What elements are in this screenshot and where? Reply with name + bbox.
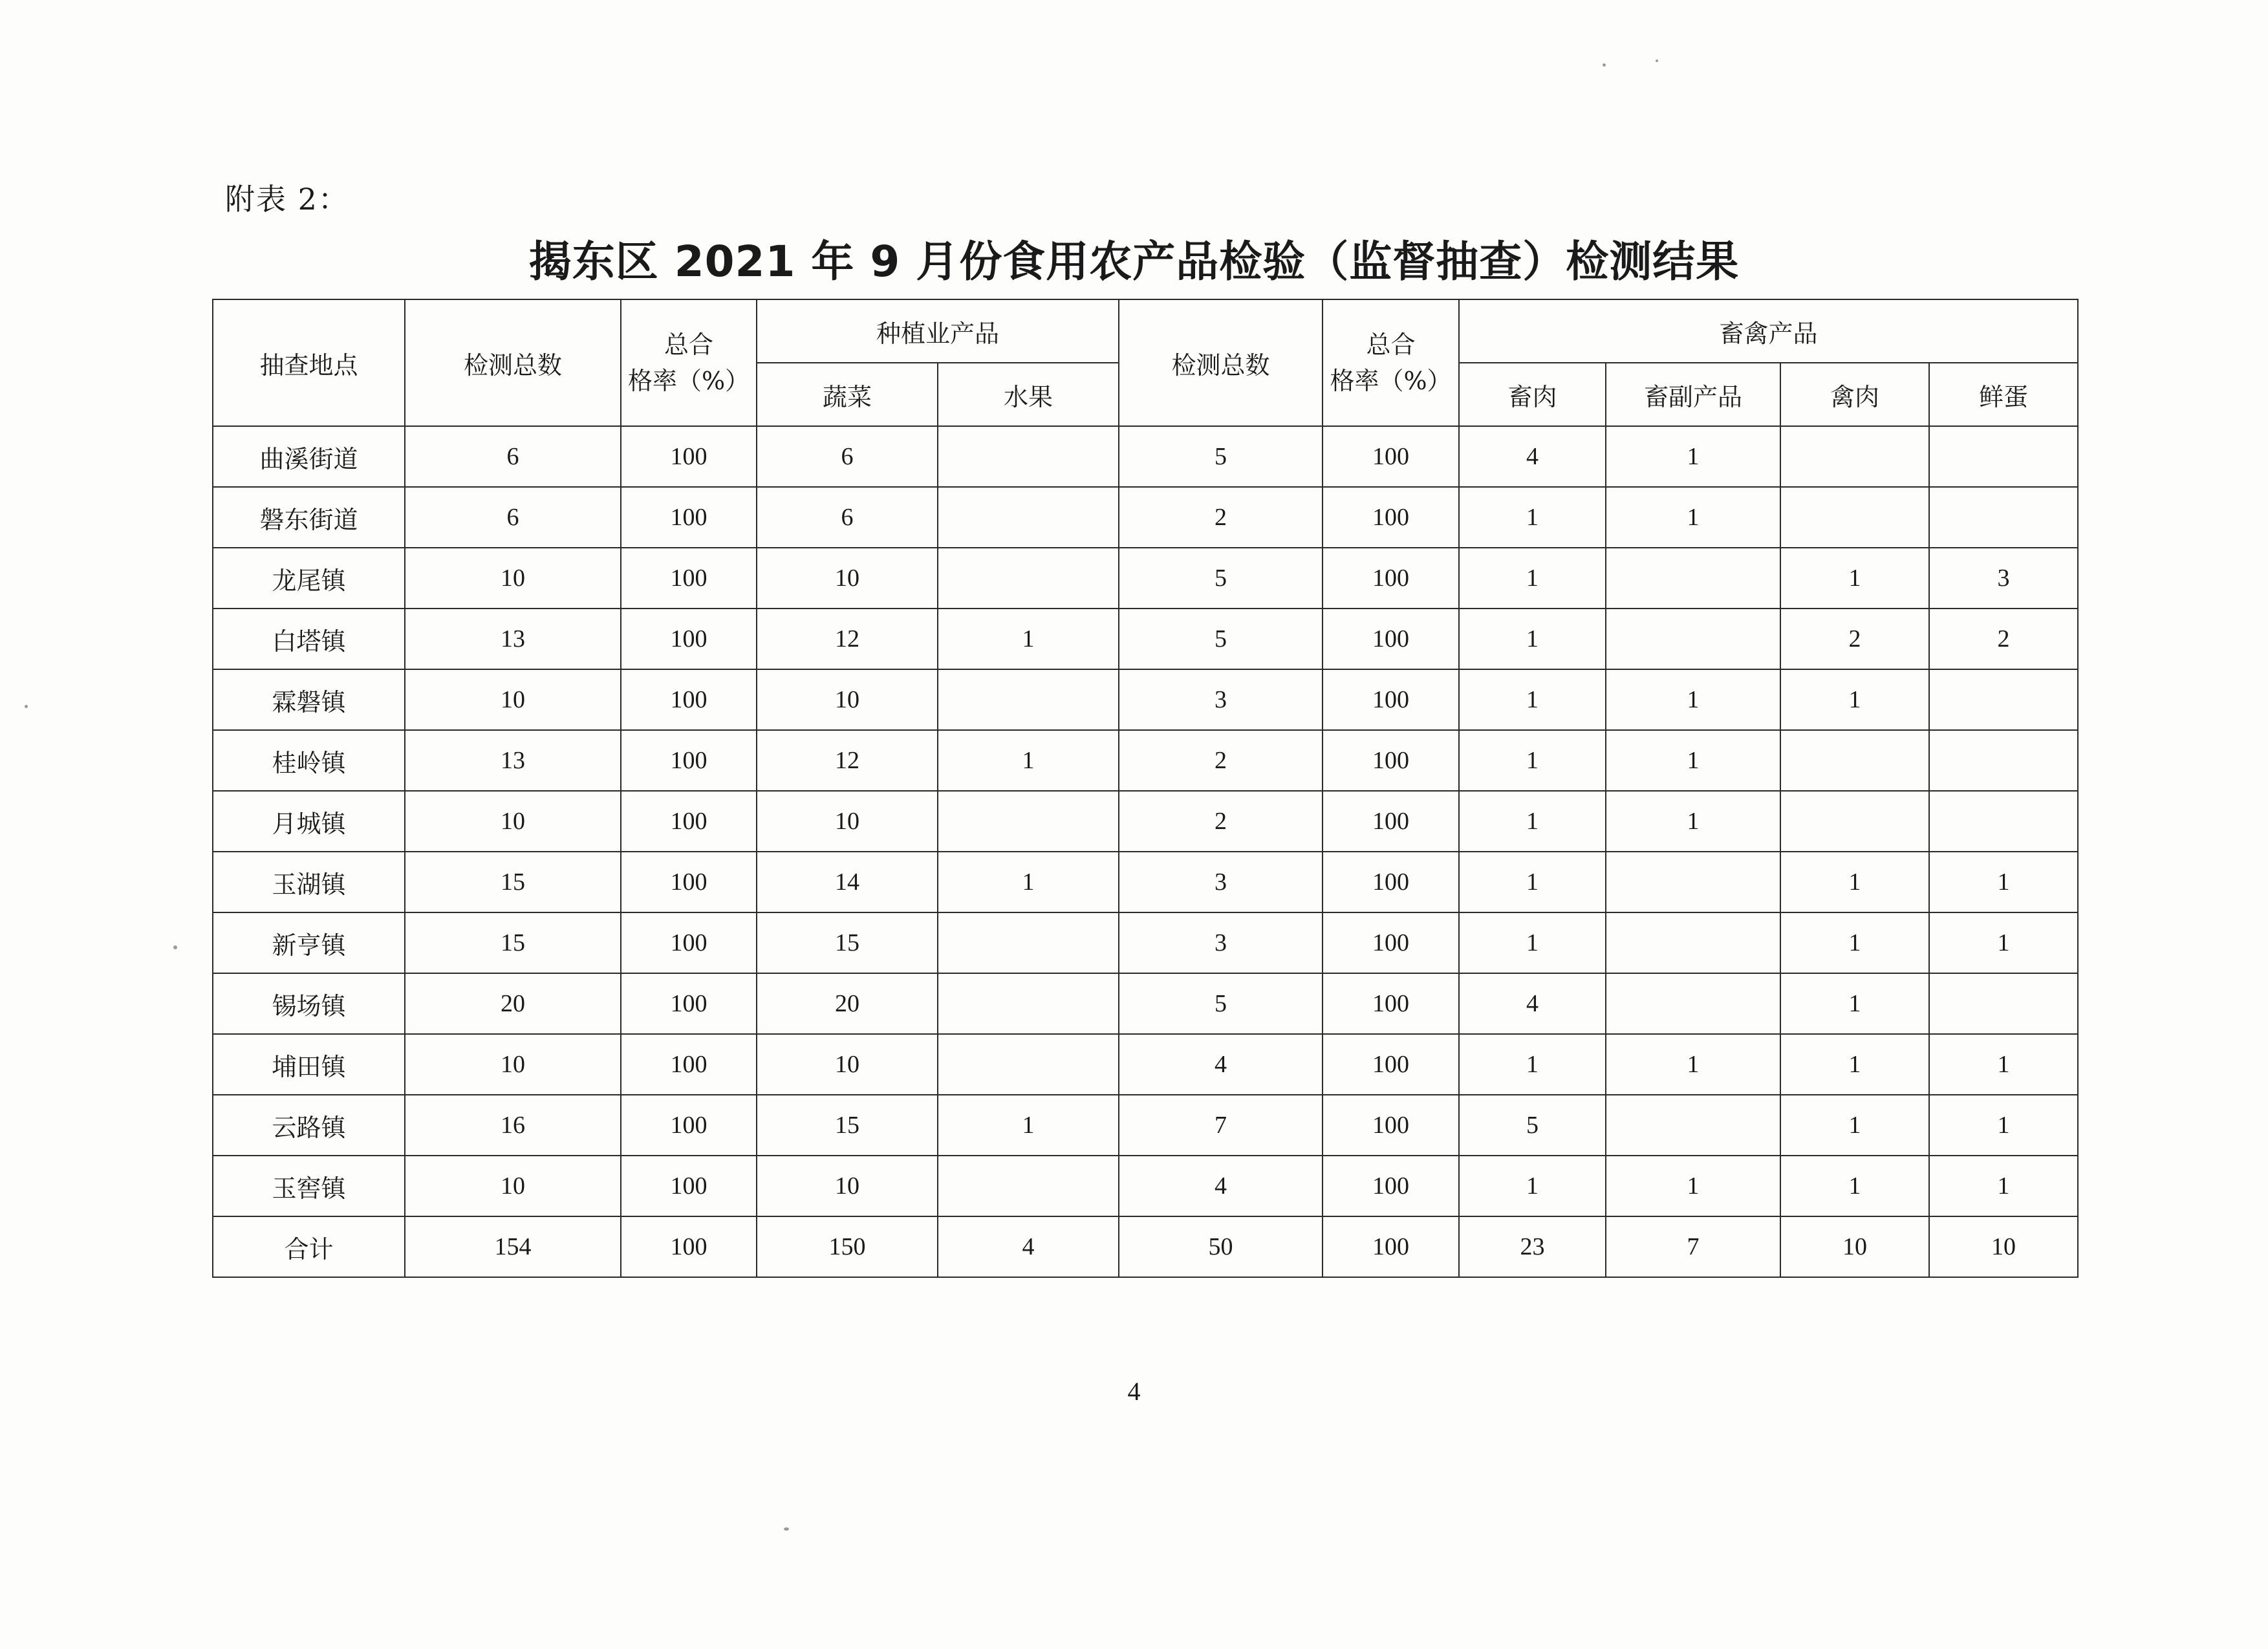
cell-poultry-meat: 1 xyxy=(1780,912,1929,973)
cell-location: 锡场镇 xyxy=(213,973,405,1034)
header-livestock-rate-line1: 总合 xyxy=(1366,330,1416,359)
cell-poultry-meat: 1 xyxy=(1780,1156,1929,1216)
cell-vegetables: 12 xyxy=(757,609,938,669)
header-livestock-group: 畜禽产品 xyxy=(1459,299,2078,363)
inspection-results-table xyxy=(212,299,2079,1278)
cell-livestock-byproducts xyxy=(1606,852,1780,912)
cell-livestock-byproducts: 1 xyxy=(1606,1034,1780,1095)
cell-plant-total: 10 xyxy=(405,669,621,730)
cell-poultry-meat: 2 xyxy=(1780,609,1929,669)
cell-fresh-eggs: 1 xyxy=(1929,1095,2078,1156)
cell-livestock-total: 5 xyxy=(1119,973,1323,1034)
cell-vegetables: 6 xyxy=(757,426,938,487)
cell-livestock-byproducts xyxy=(1606,1095,1780,1156)
cell-fruit: 1 xyxy=(938,1095,1119,1156)
cell-fresh-eggs xyxy=(1929,669,2078,730)
cell-vegetables: 20 xyxy=(757,973,938,1034)
total-fruit: 4 xyxy=(938,1216,1119,1277)
cell-location: 霖磐镇 xyxy=(213,669,405,730)
cell-livestock-byproducts xyxy=(1606,973,1780,1034)
table-row xyxy=(213,548,2078,609)
cell-livestock-total: 5 xyxy=(1119,548,1323,609)
cell-livestock-meat: 4 xyxy=(1459,426,1606,487)
header-livestock-meat: 畜肉 xyxy=(1459,363,1606,426)
cell-livestock-meat: 1 xyxy=(1459,609,1606,669)
scan-speck xyxy=(25,705,28,708)
cell-plant-total: 13 xyxy=(405,730,621,791)
cell-fresh-eggs: 2 xyxy=(1929,609,2078,669)
cell-poultry-meat: 1 xyxy=(1780,852,1929,912)
total-livestock-rate: 100 xyxy=(1323,1216,1459,1277)
cell-poultry-meat: 1 xyxy=(1780,1095,1929,1156)
scan-speck xyxy=(173,945,177,949)
cell-location: 桂岭镇 xyxy=(213,730,405,791)
cell-livestock-byproducts: 1 xyxy=(1606,730,1780,791)
cell-plant-total: 10 xyxy=(405,1034,621,1095)
annex-label: 附表 2： xyxy=(225,182,349,217)
cell-livestock-total: 2 xyxy=(1119,487,1323,548)
cell-fruit: 1 xyxy=(938,852,1119,912)
cell-livestock-byproducts xyxy=(1606,548,1780,609)
cell-plant-rate: 100 xyxy=(621,1095,757,1156)
cell-fresh-eggs: 1 xyxy=(1929,912,2078,973)
cell-livestock-total: 3 xyxy=(1119,669,1323,730)
table-row xyxy=(213,609,2078,669)
cell-livestock-total: 5 xyxy=(1119,609,1323,669)
cell-location: 月城镇 xyxy=(213,791,405,852)
cell-livestock-total: 3 xyxy=(1119,912,1323,973)
cell-plant-total: 6 xyxy=(405,487,621,548)
cell-location: 曲溪街道 xyxy=(213,426,405,487)
cell-location: 龙尾镇 xyxy=(213,548,405,609)
cell-fresh-eggs xyxy=(1929,973,2078,1034)
cell-livestock-meat: 1 xyxy=(1459,852,1606,912)
cell-plant-total: 10 xyxy=(405,791,621,852)
cell-location: 云路镇 xyxy=(213,1095,405,1156)
cell-livestock-meat: 4 xyxy=(1459,973,1606,1034)
cell-plant-total: 13 xyxy=(405,609,621,669)
cell-livestock-meat: 5 xyxy=(1459,1095,1606,1156)
table-row xyxy=(213,1034,2078,1095)
cell-vegetables: 10 xyxy=(757,548,938,609)
cell-livestock-rate: 100 xyxy=(1323,1095,1459,1156)
cell-livestock-total: 5 xyxy=(1119,426,1323,487)
cell-livestock-rate: 100 xyxy=(1323,609,1459,669)
header-fresh-eggs: 鲜蛋 xyxy=(1929,363,2078,426)
cell-livestock-total: 2 xyxy=(1119,791,1323,852)
cell-poultry-meat: 1 xyxy=(1780,548,1929,609)
cell-plant-total: 10 xyxy=(405,548,621,609)
cell-fruit xyxy=(938,912,1119,973)
cell-livestock-byproducts xyxy=(1606,609,1780,669)
cell-plant-rate: 100 xyxy=(621,1034,757,1095)
cell-fruit xyxy=(938,426,1119,487)
page-number: 4 xyxy=(1127,1377,1141,1406)
cell-livestock-meat: 1 xyxy=(1459,1156,1606,1216)
cell-livestock-byproducts: 1 xyxy=(1606,669,1780,730)
cell-location: 埔田镇 xyxy=(213,1034,405,1095)
cell-livestock-rate: 100 xyxy=(1323,973,1459,1034)
cell-vegetables: 6 xyxy=(757,487,938,548)
header-plant-rate-line2: 格率（%） xyxy=(627,367,750,395)
cell-location: 玉湖镇 xyxy=(213,852,405,912)
cell-livestock-byproducts xyxy=(1606,912,1780,973)
header-row-1 xyxy=(213,299,2078,363)
cell-location: 磐东街道 xyxy=(213,487,405,548)
cell-poultry-meat xyxy=(1780,426,1929,487)
cell-livestock-rate: 100 xyxy=(1323,1156,1459,1216)
cell-fruit: 1 xyxy=(938,609,1119,669)
document-title: 揭东区 2021 年 9 月份食用农产品检验（监督抽查）检测结果 xyxy=(528,237,1740,286)
cell-vegetables: 10 xyxy=(757,1034,938,1095)
table-row xyxy=(213,1095,2078,1156)
cell-fresh-eggs: 1 xyxy=(1929,1034,2078,1095)
header-plant-total: 检测总数 xyxy=(405,299,621,426)
cell-fruit xyxy=(938,487,1119,548)
cell-livestock-rate: 100 xyxy=(1323,548,1459,609)
cell-plant-rate: 100 xyxy=(621,730,757,791)
cell-livestock-rate: 100 xyxy=(1323,912,1459,973)
table-row xyxy=(213,912,2078,973)
total-poultry-meat: 10 xyxy=(1780,1216,1929,1277)
scan-speck xyxy=(784,1527,789,1531)
cell-fresh-eggs: 1 xyxy=(1929,852,2078,912)
cell-plant-rate: 100 xyxy=(621,973,757,1034)
cell-livestock-byproducts: 1 xyxy=(1606,791,1780,852)
table-row xyxy=(213,1156,2078,1216)
scan-speck xyxy=(1656,59,1658,62)
total-fresh-eggs: 10 xyxy=(1929,1216,2078,1277)
cell-plant-total: 10 xyxy=(405,1156,621,1216)
header-livestock-byproducts: 畜副产品 xyxy=(1606,363,1780,426)
cell-poultry-meat xyxy=(1780,487,1929,548)
cell-plant-rate: 100 xyxy=(621,548,757,609)
table-row xyxy=(213,852,2078,912)
cell-livestock-meat: 1 xyxy=(1459,669,1606,730)
cell-vegetables: 10 xyxy=(757,669,938,730)
header-livestock-rate xyxy=(1323,299,1459,426)
cell-fruit xyxy=(938,1156,1119,1216)
cell-livestock-total: 2 xyxy=(1119,730,1323,791)
cell-plant-total: 6 xyxy=(405,426,621,487)
cell-livestock-rate: 100 xyxy=(1323,426,1459,487)
cell-fresh-eggs xyxy=(1929,487,2078,548)
table-row xyxy=(213,426,2078,487)
cell-vegetables: 15 xyxy=(757,1095,938,1156)
cell-plant-rate: 100 xyxy=(621,852,757,912)
cell-livestock-total: 3 xyxy=(1119,852,1323,912)
header-livestock-total: 检测总数 xyxy=(1119,299,1323,426)
cell-fresh-eggs: 1 xyxy=(1929,1156,2078,1216)
header-vegetables: 蔬菜 xyxy=(757,363,938,426)
cell-location: 玉窖镇 xyxy=(213,1156,405,1216)
total-plant-total: 154 xyxy=(405,1216,621,1277)
cell-poultry-meat: 1 xyxy=(1780,973,1929,1034)
cell-livestock-rate: 100 xyxy=(1323,852,1459,912)
cell-plant-rate: 100 xyxy=(621,426,757,487)
cell-livestock-total: 4 xyxy=(1119,1034,1323,1095)
header-plant-rate xyxy=(621,299,757,426)
cell-poultry-meat: 1 xyxy=(1780,1034,1929,1095)
cell-poultry-meat: 1 xyxy=(1780,669,1929,730)
cell-livestock-meat: 1 xyxy=(1459,1034,1606,1095)
cell-vegetables: 10 xyxy=(757,791,938,852)
cell-fruit xyxy=(938,669,1119,730)
cell-plant-rate: 100 xyxy=(621,669,757,730)
total-plant-rate: 100 xyxy=(621,1216,757,1277)
table-row xyxy=(213,487,2078,548)
cell-fruit xyxy=(938,791,1119,852)
header-poultry-meat: 禽肉 xyxy=(1780,363,1929,426)
cell-vegetables: 14 xyxy=(757,852,938,912)
total-location: 合计 xyxy=(213,1216,405,1277)
cell-plant-total: 16 xyxy=(405,1095,621,1156)
cell-location: 白塔镇 xyxy=(213,609,405,669)
cell-fruit xyxy=(938,973,1119,1034)
cell-livestock-meat: 1 xyxy=(1459,487,1606,548)
cell-plant-rate: 100 xyxy=(621,1156,757,1216)
cell-plant-total: 20 xyxy=(405,973,621,1034)
cell-fresh-eggs xyxy=(1929,426,2078,487)
cell-vegetables: 10 xyxy=(757,1156,938,1216)
cell-poultry-meat xyxy=(1780,730,1929,791)
cell-plant-rate: 100 xyxy=(621,791,757,852)
header-fruit: 水果 xyxy=(938,363,1119,426)
cell-livestock-total: 7 xyxy=(1119,1095,1323,1156)
table-row xyxy=(213,730,2078,791)
cell-plant-rate: 100 xyxy=(621,912,757,973)
table-row xyxy=(213,791,2078,852)
cell-fruit xyxy=(938,1034,1119,1095)
total-livestock-byproducts: 7 xyxy=(1606,1216,1780,1277)
cell-vegetables: 15 xyxy=(757,912,938,973)
header-location: 抽查地点 xyxy=(213,299,405,426)
cell-location: 新亨镇 xyxy=(213,912,405,973)
cell-livestock-byproducts: 1 xyxy=(1606,426,1780,487)
cell-livestock-meat: 1 xyxy=(1459,912,1606,973)
cell-livestock-rate: 100 xyxy=(1323,487,1459,548)
cell-fruit: 1 xyxy=(938,730,1119,791)
cell-livestock-byproducts: 1 xyxy=(1606,487,1780,548)
cell-fruit xyxy=(938,548,1119,609)
cell-plant-rate: 100 xyxy=(621,609,757,669)
cell-livestock-meat: 1 xyxy=(1459,730,1606,791)
cell-vegetables: 12 xyxy=(757,730,938,791)
header-plant-rate-line1: 总合 xyxy=(664,330,713,359)
cell-poultry-meat xyxy=(1780,791,1929,852)
total-row xyxy=(213,1216,2078,1277)
cell-plant-rate: 100 xyxy=(621,487,757,548)
cell-fresh-eggs xyxy=(1929,730,2078,791)
cell-plant-total: 15 xyxy=(405,852,621,912)
cell-plant-total: 15 xyxy=(405,912,621,973)
cell-livestock-rate: 100 xyxy=(1323,730,1459,791)
table-row xyxy=(213,669,2078,730)
total-livestock-meat: 23 xyxy=(1459,1216,1606,1277)
table-row xyxy=(213,973,2078,1034)
cell-livestock-rate: 100 xyxy=(1323,791,1459,852)
cell-livestock-rate: 100 xyxy=(1323,669,1459,730)
cell-livestock-meat: 1 xyxy=(1459,548,1606,609)
cell-livestock-total: 4 xyxy=(1119,1156,1323,1216)
cell-livestock-byproducts: 1 xyxy=(1606,1156,1780,1216)
scan-speck xyxy=(1603,63,1606,67)
cell-fresh-eggs xyxy=(1929,791,2078,852)
cell-livestock-rate: 100 xyxy=(1323,1034,1459,1095)
cell-livestock-meat: 1 xyxy=(1459,791,1606,852)
cell-fresh-eggs: 3 xyxy=(1929,548,2078,609)
total-livestock-total: 50 xyxy=(1119,1216,1323,1277)
total-vegetables: 150 xyxy=(757,1216,938,1277)
header-livestock-rate-line2: 格率（%） xyxy=(1330,367,1452,395)
header-plant-group: 种植业产品 xyxy=(757,299,1119,363)
